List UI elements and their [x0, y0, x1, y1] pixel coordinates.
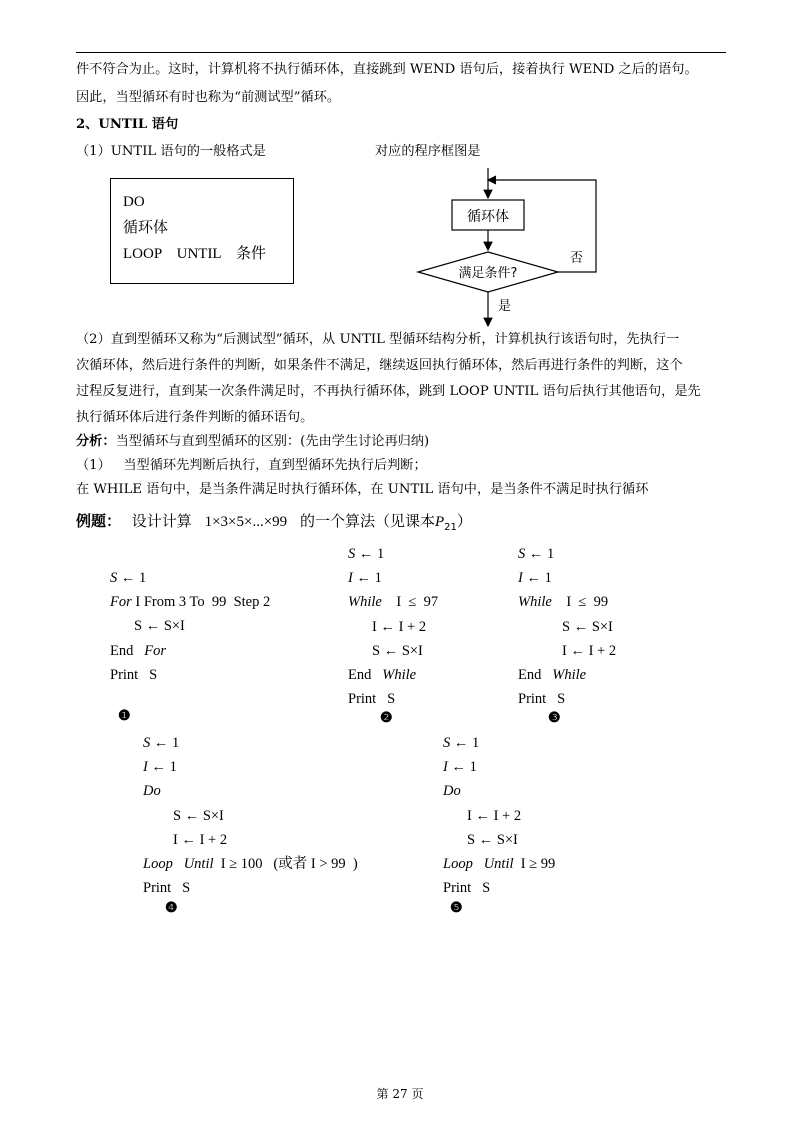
format-line-loop-until: LOOP UNTIL 条件	[123, 246, 267, 262]
a3-end: End	[518, 666, 542, 683]
marker-1: ❶	[118, 708, 131, 724]
a4-do-keyword: Do	[143, 783, 161, 800]
a2-var-i: I	[348, 570, 353, 587]
example-ref-letter: P	[434, 514, 445, 530]
a5-print: Print S	[443, 880, 491, 897]
format-subheading: （1）UNTIL 语句的一般格式是	[76, 144, 266, 159]
page-number: 第 27 页	[376, 1087, 424, 1101]
a4-print: Print S	[143, 880, 191, 897]
a1-print: Print S	[110, 666, 158, 683]
a2-increment: I ← I + 2	[372, 618, 427, 635]
a5-loop-until-keyword: Loop Until	[443, 855, 514, 872]
a5-var-i: I	[443, 759, 448, 776]
algorithm-4	[143, 731, 358, 900]
yes-label: 是	[498, 299, 512, 314]
a3-print: Print S	[518, 691, 566, 708]
example-text-suffix: 的一个算法（见课本	[299, 512, 435, 530]
no-label: 否	[570, 251, 584, 266]
until-flowchart	[400, 160, 620, 330]
a3-increment: I ← I + 2	[562, 642, 617, 659]
a2-var-s: S	[348, 546, 356, 562]
a2-multiply: S ← S×I	[372, 642, 423, 659]
a1-for-keyword: For	[110, 594, 132, 611]
a5-init-s: ← 1	[450, 735, 480, 751]
intro-line-1: 件不符合为止。这时，计算机将不执行循环体，直接跳到 WEND 语句后，接着执行 WEND 之后的语句。	[76, 62, 698, 77]
para2-line-2: 次循环体，然后进行条件的判断，如果条件不满足，继续返回执行循环体，然后再进行条件的判断，这个	[76, 358, 683, 373]
loop-back-arrowhead	[488, 176, 496, 184]
format-line-do: DO	[123, 194, 145, 210]
a5-multiply: S ← S×I	[467, 831, 518, 848]
a5-init-i: ← 1	[447, 759, 477, 776]
analysis-point-2: 在 WHILE 语句中，是当条件满足时执行循环体，在 UNTIL 语句中，是当条件不满足时执行循环	[76, 482, 649, 497]
a4-var-s: S	[143, 735, 151, 751]
example-expression: 1×3×5×...×99	[204, 514, 288, 530]
a3-var-i: I	[518, 570, 523, 587]
analysis-point-1: （1） 当型循环先判断后执行，直到型循环先执行后判断；	[76, 458, 427, 473]
flowchart-subheading: 对应的程序框图是	[375, 144, 481, 159]
a3-multiply: S ← S×I	[562, 618, 613, 635]
a4-increment: I ← I + 2	[173, 831, 228, 848]
para2-line-3: 过程反复进行，直到某一次条件满足时，不再执行循环体，跳到 LOOP UNTIL 语句后执行其他语句，是先	[76, 384, 701, 399]
a2-while-cond: I ≤ 97	[381, 594, 439, 611]
marker-2: ❷	[380, 710, 393, 726]
analysis-text: 当型循环与直到型循环的区别：(先由学生讨论再归纳)	[115, 434, 430, 449]
analysis-line	[76, 432, 429, 452]
a1-var-s: S	[110, 570, 118, 586]
a3-init-s: ← 1	[525, 546, 555, 562]
a4-init-i: ← 1	[147, 759, 177, 776]
a5-loop-cond: I ≥ 99	[513, 855, 556, 872]
a2-while-keyword: While	[348, 594, 382, 611]
a4-init-s: ← 1	[150, 735, 180, 751]
a4-loop-until-keyword: Loop Until	[143, 855, 214, 872]
a2-print: Print S	[348, 691, 396, 708]
a4-multiply: S ← S×I	[173, 807, 224, 824]
process-label: 循环体	[467, 209, 509, 225]
marker-5: ❺	[450, 900, 463, 916]
a4-var-i: I	[143, 759, 148, 776]
a1-end: End	[110, 642, 134, 659]
marker-3: ❸	[548, 710, 561, 726]
a4-loop-cond: I ≥ 100 (或者 I > 99 )	[213, 855, 358, 872]
a3-while-cond: I ≤ 99	[551, 594, 609, 611]
section-heading: 2、UNTIL 语句	[76, 117, 179, 132]
a3-end-while: While	[552, 666, 587, 683]
format-line-body: 循环体	[123, 220, 169, 236]
a5-var-s: S	[443, 735, 451, 751]
para2-line-1: （2）直到型循环又称为“后测试型”循环，从 UNTIL 型循环结构分析，计算机执行该语句时，先执行一	[76, 332, 680, 347]
a1-end-for: For	[144, 642, 166, 659]
decision-label: 满足条件?	[458, 266, 518, 281]
a1-multiply: S ← S×I	[134, 618, 185, 635]
algorithm-3	[518, 542, 616, 711]
a5-increment: I ← I + 2	[467, 807, 522, 824]
algorithm-5	[443, 731, 555, 900]
example-line	[76, 510, 472, 533]
analysis-label: 分析：	[76, 434, 116, 449]
algorithm-2	[348, 542, 438, 711]
algorithm-1	[110, 566, 270, 687]
a2-end-while: While	[382, 666, 417, 683]
until-format-box	[110, 178, 294, 284]
example-text-prefix: 设计计算	[131, 512, 192, 530]
intro-line-2: 因此，当型循环有时也称为“前测试型”循环。	[76, 90, 341, 105]
a3-var-s: S	[518, 546, 526, 562]
example-close-paren: ）	[456, 512, 472, 530]
example-label: 例题：	[76, 512, 122, 530]
a5-do-keyword: Do	[443, 783, 461, 800]
marker-4: ❹	[165, 900, 178, 916]
a2-init-s: ← 1	[355, 546, 385, 562]
a1-for-range: I From 3 To 99 Step 2	[131, 594, 271, 611]
a2-init-i: ← 1	[352, 570, 382, 587]
example-ref-sub: 21	[444, 522, 457, 533]
a3-init-i: ← 1	[522, 570, 552, 587]
a2-end: End	[348, 666, 372, 683]
para2-line-4: 执行循环体后进行条件判断的循环语句。	[76, 410, 314, 425]
a1-init-s: ← 1	[117, 570, 147, 586]
header-rule	[76, 52, 726, 53]
a3-while-keyword: While	[518, 594, 552, 611]
